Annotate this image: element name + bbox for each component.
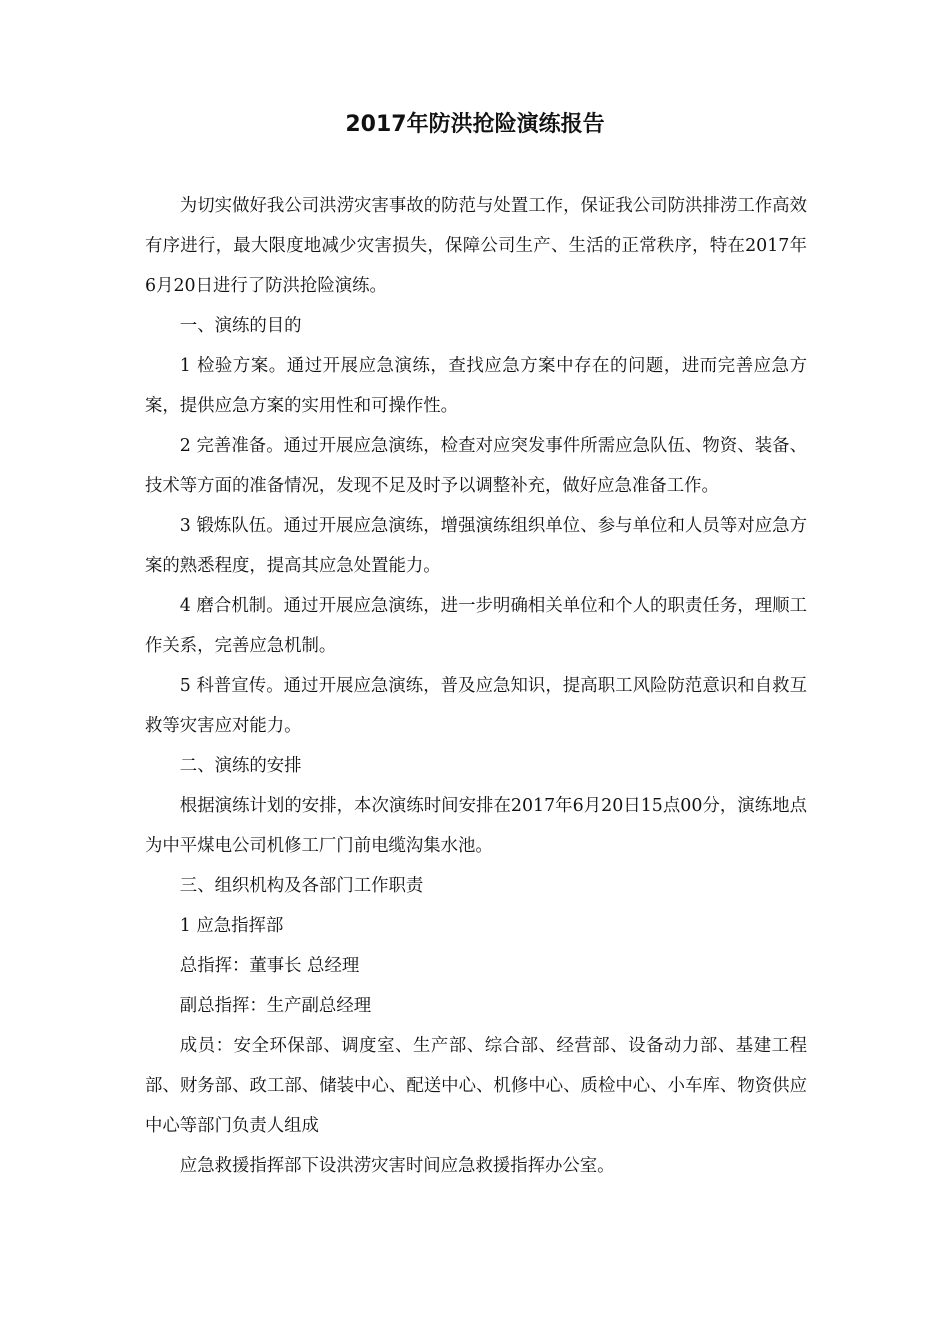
paragraph-purpose-2: 2 完善准备。通过开展应急演练，检查对应突发事件所需应急队伍、物资、装备、技术等方面的准备情况，发现不足及时予以调整补充，做好应急准备工作。 [145, 436, 807, 496]
paragraph-arrangement: 根据演练计划的安排，本次演练时间安排在2017年6月20日15点00分，演练地点为中平煤电公司机修工厂门前电缆沟集水池。 [145, 796, 807, 856]
paragraph-purpose-5: 5 科普宣传。通过开展应急演练，普及应急知识，提高职工风险防范意识和自救互救等灾害应对能力。 [145, 676, 807, 736]
heading-arrangement: 二、演练的安排 [179, 756, 302, 776]
document-body [145, 186, 807, 1186]
heading-organization: 三、组织机构及各部门工作职责 [179, 876, 424, 896]
paragraph-deputy-commander: 副总指挥：生产副总经理 [179, 996, 372, 1016]
document-title: 2017年防洪抢险演练报告 [345, 112, 605, 137]
paragraph-commander: 总指挥：董事长 总经理 [179, 956, 360, 976]
subheading-command: 1 应急指挥部 [179, 916, 284, 936]
paragraph-intro: 为切实做好我公司洪涝灾害事故的防范与处置工作，保证我公司防洪排涝工作高效有序进行，最大限度地减少灾害损失，保障公司生产、生活的正常秩序，特在2017年6月20日进行了防洪抢险演练。 [145, 196, 807, 296]
paragraph-purpose-4: 4 磨合机制。通过开展应急演练，进一步明确相关单位和个人的职责任务，理顺工作关系，完善应急机制。 [145, 596, 807, 656]
paragraph-members: 成员：安全环保部、调度室、生产部、综合部、经营部、设备动力部、基建工程部、财务部、政工部、储装中心、配送中心、机修中心、质检中心、小车库、物资供应中心等部门负责人组成 [145, 1036, 807, 1136]
paragraph-office: 应急救援指挥部下设洪涝灾害时间应急救援指挥办公室。 [179, 1156, 615, 1176]
heading-purpose: 一、演练的目的 [179, 316, 302, 336]
paragraph-purpose-3: 3 锻炼队伍。通过开展应急演练，增强演练组织单位、参与单位和人员等对应急方案的熟悉程度，提高其应急处置能力。 [145, 516, 807, 576]
paragraph-purpose-1: 1 检验方案。通过开展应急演练，查找应急方案中存在的问题，进而完善应急方案，提供应急方案的实用性和可操作性。 [145, 356, 807, 416]
